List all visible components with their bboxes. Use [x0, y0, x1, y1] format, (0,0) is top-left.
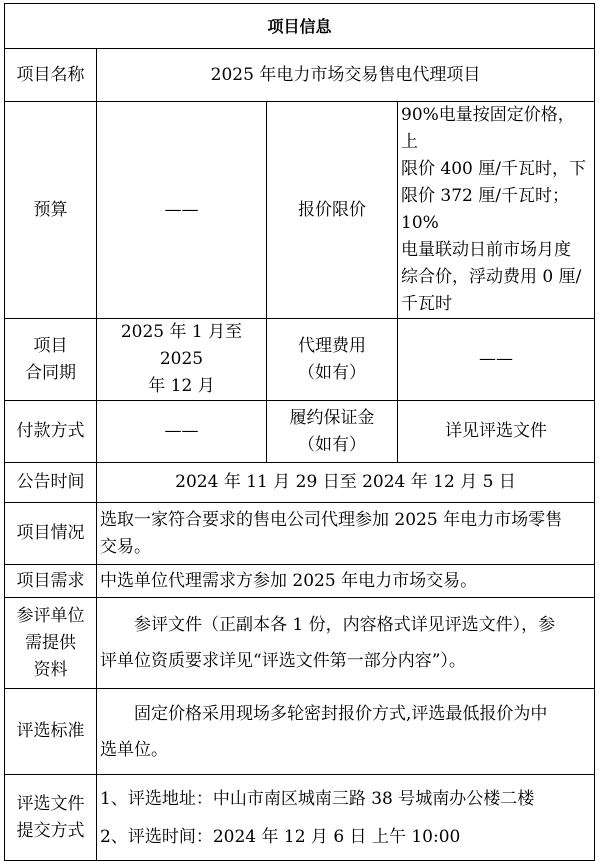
- price-line: 电量联动日前市场月度: [401, 240, 571, 260]
- label-materials: [5, 598, 97, 689]
- value-materials: [97, 598, 595, 689]
- label-contract-period: [5, 319, 97, 401]
- label-line: 合同期: [25, 362, 76, 383]
- value-criteria: [97, 689, 595, 775]
- label-line: 资料: [33, 659, 68, 680]
- value-line: 评单位资质要求详见“评选文件第一部分内容”）。: [100, 651, 466, 671]
- row-contract: [5, 319, 595, 401]
- label-criteria: 评选标准: [5, 689, 97, 775]
- label-demand: 项目需求: [5, 565, 97, 598]
- row-project-name: [5, 49, 595, 102]
- project-info-table: [4, 3, 595, 861]
- table-title: 项目信息: [5, 4, 595, 49]
- row-payment: [5, 401, 595, 463]
- label-line: 提交方式: [16, 820, 85, 841]
- value-budget: ——: [97, 102, 267, 319]
- value-price-limit: [398, 102, 595, 319]
- label-price-limit: 报价限价: [267, 102, 398, 319]
- price-line: 限价 372 厘/千瓦时；10%: [401, 186, 569, 233]
- value-agency-fee: ——: [398, 319, 595, 401]
- label-line: （如有）: [298, 434, 366, 455]
- value-line: 年 12 月: [148, 376, 215, 396]
- row-materials: [5, 598, 595, 689]
- label-deposit: [267, 401, 398, 463]
- label-line: 代理费用: [298, 335, 366, 356]
- price-line: 90%电量按固定价格，上: [401, 105, 575, 152]
- value-line: 选取一家符合要求的售电公司代理参加 2025 年电力市场零售: [100, 509, 563, 530]
- price-line: 综合价，浮动费用 0 厘/: [401, 267, 582, 287]
- price-line: 限价 400 厘/千瓦时，下: [401, 159, 586, 179]
- label-line: 需提供: [25, 632, 76, 653]
- value-line: 固定价格采用现场多轮密封报价方式,评选最低报价为中: [134, 703, 548, 724]
- row-budget: [5, 102, 595, 319]
- label-line: 项目: [33, 335, 68, 356]
- submission-item: 1、评选地址：中山市南区城南三路 38 号城南办公楼二楼: [100, 788, 535, 809]
- value-project-name: 2025 年电力市场交易售电代理项目: [97, 49, 595, 102]
- value-line: 2025 年 1 月至 2025: [120, 322, 243, 369]
- value-situation: [97, 503, 595, 565]
- label-payment: 付款方式: [5, 401, 97, 463]
- label-notice: 公告时间: [5, 463, 97, 503]
- label-agency-fee: [267, 319, 398, 401]
- value-line: 交易。: [100, 536, 151, 557]
- label-line: 评选文件: [16, 793, 85, 814]
- row-situation: [5, 503, 595, 565]
- label-line: 履约保证金: [289, 407, 375, 428]
- value-payment: ——: [97, 401, 267, 463]
- label-budget: 预算: [5, 102, 97, 319]
- label-situation: 项目情况: [5, 503, 97, 565]
- row-demand: [5, 565, 595, 598]
- value-line: 参评文件（正副本各 1 份，内容格式详见评选文件），参: [134, 615, 556, 635]
- value-line: 选单位。: [100, 739, 168, 760]
- label-line: （如有）: [298, 362, 366, 383]
- value-contract-period: [97, 319, 267, 401]
- submission-item: 2、评选时间：2024 年 12 月 6 日 上午 10:00: [100, 826, 461, 847]
- row-notice: [5, 463, 595, 503]
- value-demand: 中选单位代理需求方参加 2025 年电力市场交易。: [97, 565, 595, 598]
- label-line: 参评单位: [16, 605, 85, 626]
- value-notice: 2024 年 11 月 29 日至 2024 年 12 月 5 日: [97, 463, 595, 503]
- label-submission: [5, 775, 97, 861]
- value-deposit: 详见评选文件: [398, 401, 595, 463]
- table-title-row: [5, 4, 595, 49]
- price-line: 千瓦时: [401, 294, 452, 314]
- row-criteria: [5, 689, 595, 775]
- label-project-name: 项目名称: [5, 49, 97, 102]
- value-submission: [97, 775, 595, 861]
- row-submission: [5, 775, 595, 861]
